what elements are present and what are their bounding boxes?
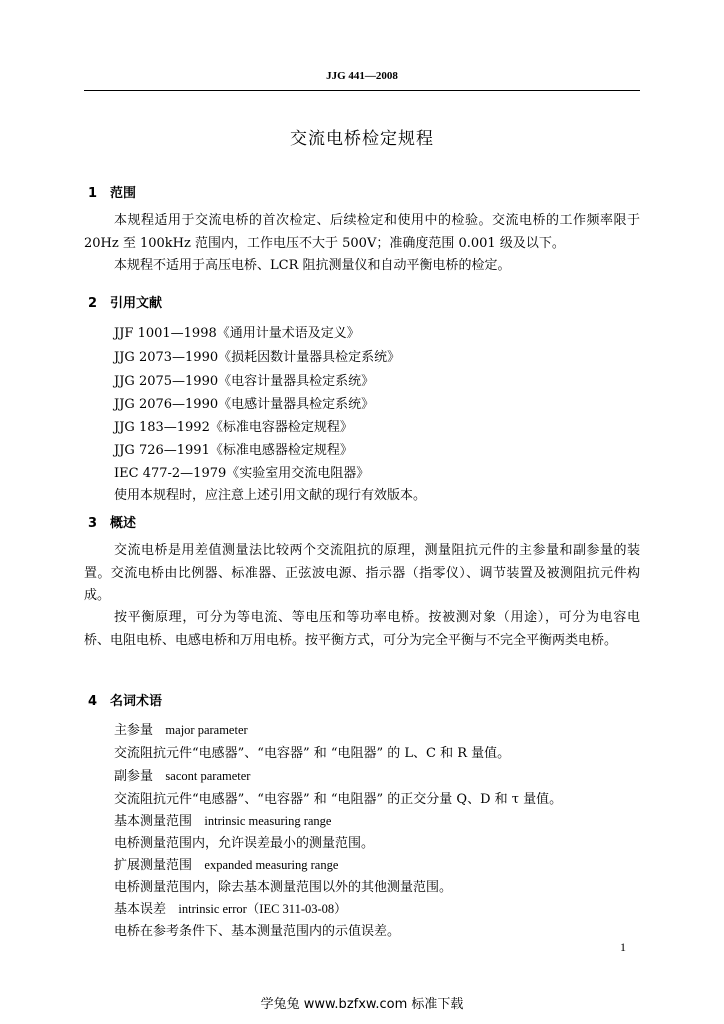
term-definition: 电桥测量范围内，除去基本测量范围以外的其他测量范围。 [114,880,453,895]
reference-item: JJG 2076—1990《电感计量器具检定系统》 [114,397,375,412]
section-title: 概述 [110,516,137,531]
section-title: 引用文献 [110,296,163,311]
term-english: intrinsic error（IEC 311-03-08） [178,902,347,916]
section-2-heading [88,292,162,311]
term-heading [114,854,338,873]
section-4-heading [88,690,162,709]
term-chinese: 基本误差 [114,902,167,917]
term-chinese: 扩展测量范围 [114,858,193,873]
section-number: 2 [88,296,98,311]
term-heading [114,719,248,738]
section-number: 1 [88,186,98,201]
section-3-paragraph-2: 按平衡原理，可分为等电流、等电压和等功率电桥。按被测对象（用途），可分为电容电桥、电阻电桥、电感电桥和万用电桥。按平衡方式，可分为完全平衡与不完全平衡两类电桥。 [84,610,640,648]
term-heading [114,765,250,784]
section-number: 3 [88,516,98,531]
reference-item: JJG 183—1992《标准电容器检定规程》 [114,420,353,435]
term-english: expanded measuring range [204,858,339,872]
term-definition: 电桥测量范围内，允许误差最小的测量范围。 [114,836,375,851]
term-definition: 电桥在参考条件下、基本测量范围内的示值误差。 [114,924,401,939]
footer-watermark-text: 学兔兔 www.bzfxw.com 标准下载 [260,997,464,1012]
term-definition: 交流阻抗元件“电感器”、“电容器” 和 “电阻器” 的 L、C 和 R 量值。 [114,746,511,761]
standard-code-header: JJG 441—2008 [326,70,398,82]
section-3-heading [88,512,136,531]
term-english: major parameter [165,723,248,737]
term-chinese: 副参量 [114,769,154,784]
page-number: 1 [620,940,626,954]
reference-item: JJG 2073—1990《损耗因数计量器具检定系统》 [114,350,401,365]
document-title: 交流电桥检定规程 [290,129,434,149]
reference-item: JJF 1001—1998《通用计量术语及定义》 [114,326,360,341]
term-chinese: 基本测量范围 [114,814,193,829]
section-number: 4 [88,694,98,709]
term-heading [114,810,331,829]
term-english: sacont parameter [165,769,251,783]
section-3-paragraph-1: 交流电桥是用差值测量法比较两个交流阻抗的原理，测量阻抗元件的主参量和副参量的装置。交流电桥由比例器、标准器、正弦波电源、指示器（指零仪）、调节装置及被测阻抗元件构成。 [84,543,640,603]
term-chinese: 主参量 [114,723,154,738]
section-1-paragraph-1: 本规程适用于交流电桥的首次检定、后续检定和使用中的检验。交流电桥的工作频率限于 20Hz 至 100kHz 范围内，工作电压不大于 500V；准确度范围 0.001 级及以下。 [84,213,640,251]
section-title: 名词术语 [110,694,163,709]
reference-item: IEC 477-2—1979《实验室用交流电阻器》 [114,466,370,481]
term-english: intrinsic measuring range [204,814,332,828]
reference-note: 使用本规程时，应注意上述引用文献的现行有效版本。 [114,488,427,503]
reference-item: JJG 2075—1990《电容计量器具检定系统》 [114,374,375,389]
header-rule [84,90,640,91]
term-heading [114,898,347,917]
section-1-paragraph-2: 本规程不适用于高压电桥、LCR 阻抗测量仪和自动平衡电桥的检定。 [114,258,511,273]
section-title: 范围 [110,186,137,201]
reference-item: JJG 726—1991《标准电感器检定规程》 [114,443,353,458]
section-1-heading [88,182,136,201]
term-definition: 交流阻抗元件“电感器”、“电容器” 和 “电阻器” 的正交分量 Q、D 和 τ 量值。 [114,792,563,807]
